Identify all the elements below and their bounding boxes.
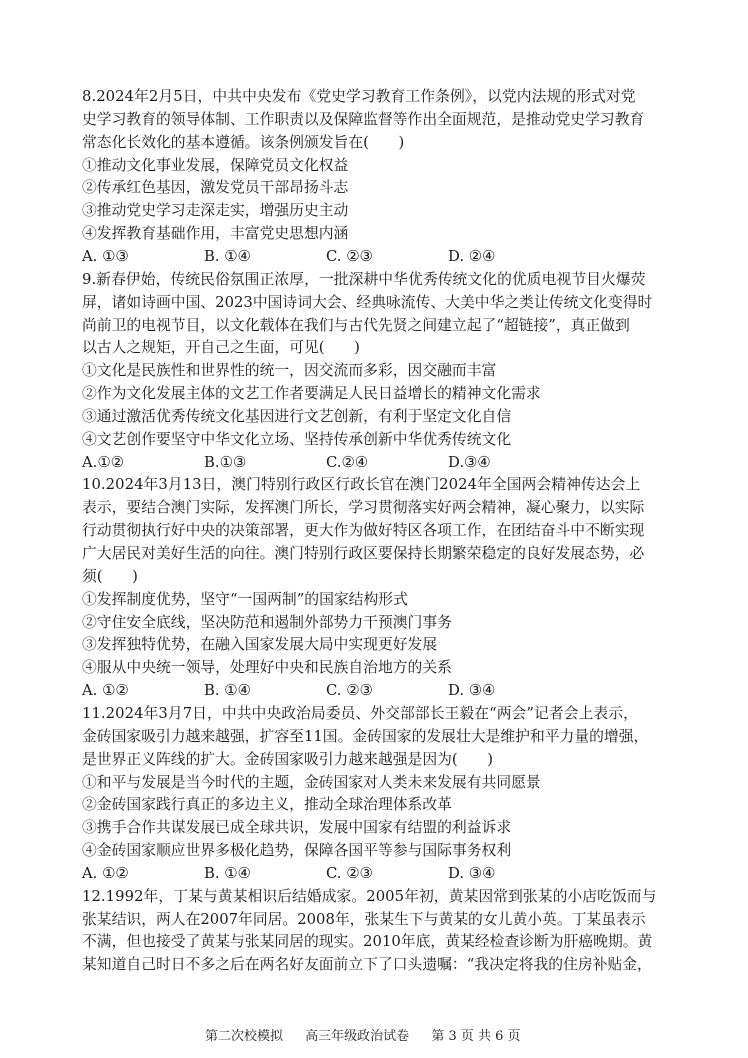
- statement-item: ②守住安全底线，坚决防范和遏制外部势力干预澳门事务: [82, 613, 452, 631]
- footer-exam-name: 第二次校模拟: [205, 1029, 284, 1044]
- answer-option-c[interactable]: C. ②③: [326, 682, 373, 700]
- answer-option-d[interactable]: D. ③④: [448, 864, 496, 882]
- page-footer: [205, 1028, 539, 1046]
- question-stem-line: 张某结识，两人在2007年同居。2008年，张某生下与黄某的女儿黄小英。丁某虽表示: [82, 910, 646, 928]
- question-stem-line: 不满，但也接受了黄某与张某同居的现实。2010年底，黄某经检查诊断为肝癌晚期。黄: [82, 933, 653, 951]
- statement-item: ①发挥制度优势，坚守“一国两制”的国家结构形式: [82, 590, 408, 608]
- statement-item: ④服从中央统一领导，处理好中央和民族自治地方的关系: [82, 659, 452, 677]
- statement-item: ③通过激活优秀传统文化基因进行文艺创新，有利于坚定文化自信: [82, 407, 512, 425]
- question-stem-line: 尚前卫的电视节目，以文化载体在我们与古代先贤之间建立起了“超链接”，真正做到: [82, 316, 630, 334]
- question-stem-line: 行动贯彻执行好中央的决策部署，更大作为做好特区各项工作，在团结奋斗中不断实现: [82, 522, 645, 540]
- statement-item: ④文艺创作要坚守中华文化立场、坚持传承创新中华优秀传统文化: [82, 430, 512, 448]
- question-stem-first-line: 9.新春伊始，传统民俗氛围正浓厚，一批深耕中华优秀传统文化的优质电视节目火爆荧: [82, 270, 646, 288]
- answer-option-b[interactable]: B. ①④: [204, 247, 251, 265]
- question-stem-first-line: 12.1992年，丁某与黄某相识后结婚成家。2005年初，黄某因常到张某的小店吃饭而与: [82, 887, 657, 905]
- question-stem-line: 史学习教育的领导体制、工作职责以及保障监督等作出全面规范，是推动党史学习教育: [82, 110, 645, 128]
- statement-item: ②作为文化发展主体的文艺工作者要满足人民日益增长的精神文化需求: [82, 385, 541, 403]
- question-stem-line: 金砖国家吸引力越来越强，扩容至11国。金砖国家的发展壮大是维护和平力量的增强，: [82, 727, 649, 745]
- answer-option-a[interactable]: A. ①②: [82, 682, 129, 700]
- question-stem-line: 常态化长效化的基本遵循。该条例颁发旨在( ): [82, 133, 405, 151]
- answer-option-d[interactable]: D. ②④: [448, 247, 496, 265]
- statement-item: ③携手合作共谋发展已成全球共识，发展中国家有结盟的利益诉求: [82, 819, 512, 837]
- question-stem-first-line: 10.2024年3月13日，澳门特别行政区行政长官在澳门2024年全国两会精神传达会上: [82, 476, 641, 494]
- answer-option-c[interactable]: C. ②③: [326, 864, 373, 882]
- statement-item: ③推动党史学习走深走实，增强历史主动: [82, 202, 349, 220]
- question-stem-line: 须( ): [82, 567, 138, 585]
- statement-item: ②传承红色基因，激发党员干部昂扬斗志: [82, 179, 349, 197]
- statement-item: ④金砖国家顺应世界多极化趋势，保障各国平等参与国际事务权利: [82, 842, 512, 860]
- statement-item: ②金砖国家践行真正的多边主义，推动全球治理体系改革: [82, 796, 452, 814]
- answer-option-d[interactable]: D. ③④: [448, 682, 496, 700]
- answer-option-b[interactable]: B. ①④: [204, 864, 251, 882]
- question-stem-line: 表示，要结合澳门实际，发挥澳门所长，学习贯彻落实好两会精神，凝心聚力，以实际: [82, 499, 645, 517]
- question-stem-first-line: 8.2024年2月5日，中共中央发布《党史学习教育工作条例》，以党内法规的形式对党: [82, 88, 636, 105]
- question-stem-line: 广大居民对美好生活的向往。澳门特别行政区要保持长期繁荣稳定的良好发展态势，必: [82, 545, 645, 562]
- answer-option-a[interactable]: A. ①②: [82, 864, 129, 882]
- question-stem-line: 屏，诸如诗画中国、2023中国诗词大会、经典咏流传、大美中华之类让传统文化变得时: [82, 293, 653, 311]
- answer-option-a[interactable]: A. ①③: [82, 247, 129, 265]
- question-stem-line: 以古人之规矩，开自己之生面，可见( ): [82, 339, 360, 357]
- answer-option-a[interactable]: A.①②: [82, 453, 124, 471]
- statement-item: ③发挥独特优势，在融入国家发展大局中实现更好发展: [82, 636, 438, 654]
- footer-subject: 高三年级政治试卷: [305, 1029, 410, 1044]
- statement-item: ①文化是民族性和世界性的统一，因交流而多彩，因交融而丰富: [82, 362, 497, 380]
- answer-option-d[interactable]: D.③④: [448, 453, 491, 471]
- statement-item: ④发挥教育基础作用，丰富党史思想内涵: [82, 225, 349, 243]
- question-stem-line: 是世界正义阵线的扩大。金砖国家吸引力越来越强是因为( ): [82, 750, 494, 768]
- footer-page-number: 第 3 页 共 6 页: [431, 1029, 521, 1044]
- statement-item: ①和平与发展是当今时代的主题，金砖国家对人类未来发展有共同愿景: [82, 773, 541, 791]
- answer-option-b[interactable]: B.①③: [204, 453, 247, 471]
- answer-option-c[interactable]: C.②④: [326, 453, 369, 471]
- answer-option-c[interactable]: C. ②③: [326, 247, 373, 265]
- statement-item: ①推动文化事业发展，保障党员文化权益: [82, 156, 349, 174]
- question-stem-first-line: 11.2024年3月7日，中共中央政治局委员、外交部部长王毅在“两会”记者会上表示，: [82, 704, 638, 722]
- question-stem-line: 某知道自己时日不多之后在两名好友面前立下了口头遗嘱：“我决定将我的住房补贴金，: [82, 956, 652, 974]
- answer-option-b[interactable]: B. ①④: [204, 682, 251, 700]
